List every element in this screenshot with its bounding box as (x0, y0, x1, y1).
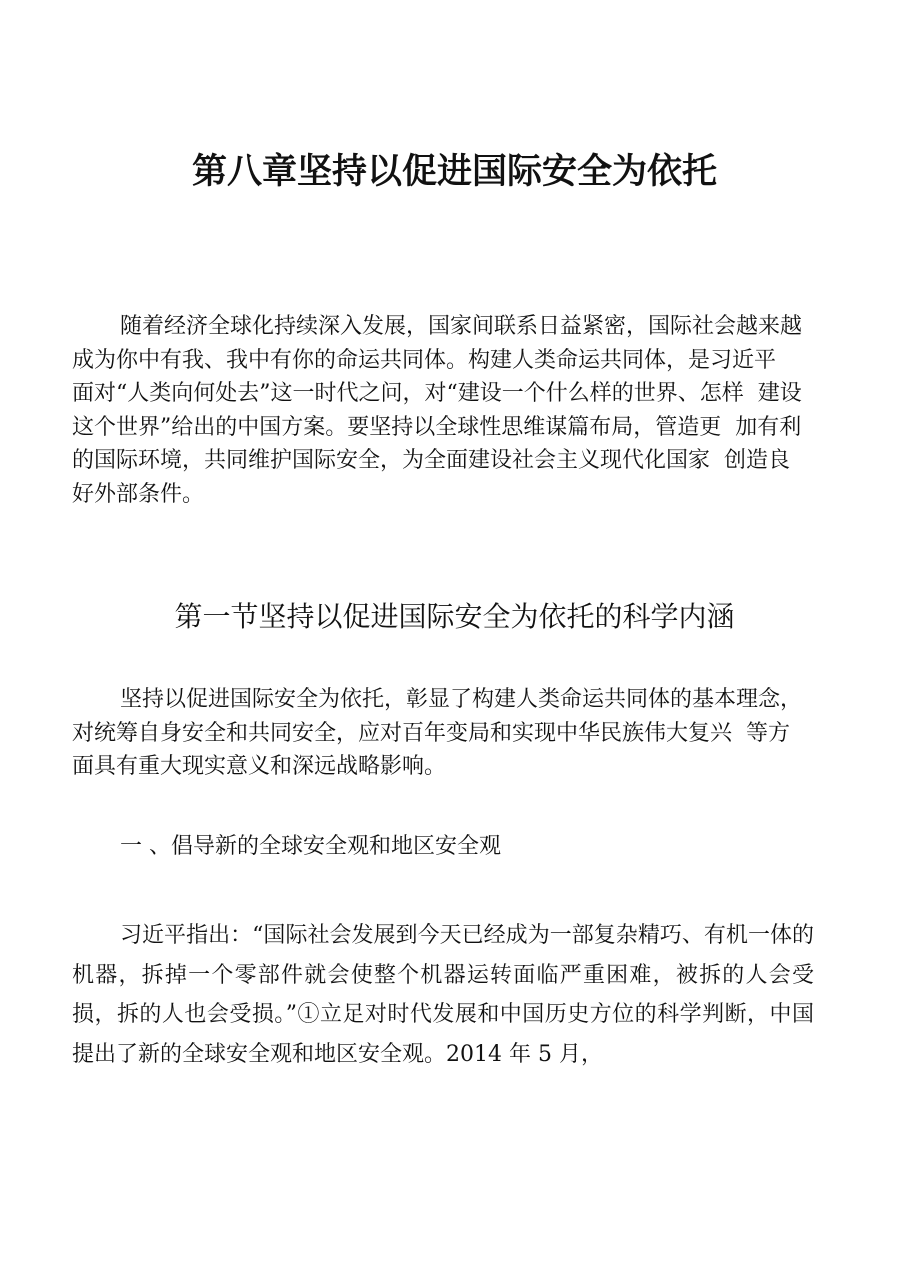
section-title: 第一节坚持以促进国际安全为依托的科学内涵 (174, 600, 735, 633)
intro-paragraph: 随着经济全球化持续深入发展，国家间联系日益紧密，国际社会越来越成为你中有我、我中有你的命运共同体。构建人类命运共同体，是习近平 面对“人类向何处去”这一时代之问，对“建设一个什么样的世界、怎样 建设这个世界”给出的中国方案。要坚持以全球性思维谋篇布局，管造更 加有利的国际环境，共同维护国际安全，为全面建设社会主义现代化国家 创造良好外部条件。 (72, 314, 803, 507)
body-paragraph: 习近平指出：“国际社会发展到今天已经成为一部复杂精巧、有机一体的机器，拆掉一个零部件就会使整个机器运转面临严重困难，被拆的人会受损，拆的人也会受损。”①立足对时代发展和中国历史方位的科学判断，中国提出了新的全球安全观和地区安全观。2014 年 5 月， (72, 923, 814, 1067)
section-paragraph: 坚持以促进国际安全为依托，彰显了构建人类命运共同体的基本理念，对统筹自身安全和共同安全，应对百年变局和实现中华民族伟大复兴 等方面具有重大现实意义和深远战略影响。 (72, 687, 803, 779)
subheading: 一 、倡导新的全球安全观和地区安全观 (120, 834, 501, 859)
chapter-title: 第八章坚持以促进国际安全为依托 (191, 152, 717, 192)
